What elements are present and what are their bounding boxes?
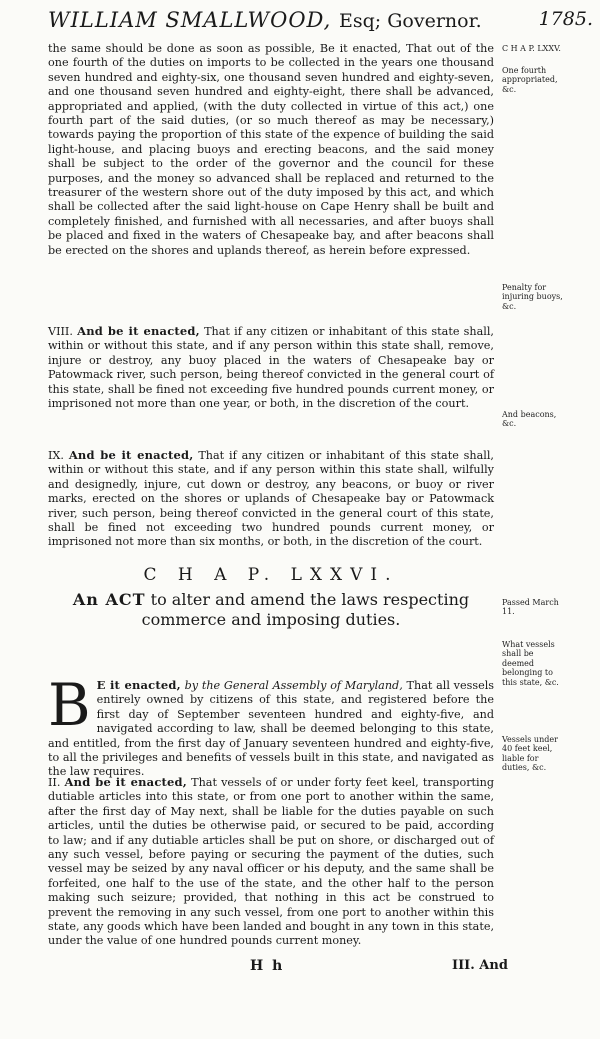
margin-note-chap-ref: C H A P. LXXV. bbox=[502, 44, 561, 53]
signature-mark: H h bbox=[250, 958, 285, 974]
margin-note-vessels-under: Vessels under 40 feet keel, liable for duties, &c. bbox=[502, 735, 558, 773]
section-ix bbox=[48, 448, 494, 550]
enacting-clause: E it enacted, bbox=[96, 678, 181, 692]
enacting-clause: And be it enacted, bbox=[68, 448, 194, 462]
act-title bbox=[48, 590, 494, 630]
section-ii bbox=[48, 775, 494, 949]
section-number: II. bbox=[48, 776, 61, 789]
margin-note-vessels-deemed: What vessels shall be deemed belonging to this state, &c. bbox=[502, 640, 559, 687]
running-header bbox=[48, 8, 593, 38]
header-name: WILLIAM SMALLWOOD, Esq; Governor. bbox=[48, 8, 482, 32]
assembly-clause: by the General Assembly of Maryland, bbox=[184, 679, 403, 692]
paragraph-continuation: the same should be done as soon as possible, Be it enacted, That out of the one fourth of the duties on imports to be collected in the years one thousand seven hundred and eighty-six, one thousand seven hundred and eighty-seven, and one thousand seven hundred and eighty-eight, there shall be advanced, appropriated and applied, (with the duty collected in virtue of this act,) one fourth part of the said duties, (or so much thereof as may be necessary,) towards paying the proportion of this state of the expence of building the said light-house, and placing buoys and erecting beacons, and the said money shall be subject to the order of the governor and the council for these purposes, and the money so advanced shall be replaced and returned to the treasurer of the western shore out of the duty imposed by this act, and which shall be collected after the said light-house on Cape Henry shall be built and completely finished, and furnished with all necessaries, and after buoys shall be placed and fixed in the waters of Chesapeake bay, and after beacons shall be erected on the shores and uplands thereof, as herein before expressed. bbox=[48, 42, 494, 257]
header-year: 1785. bbox=[538, 8, 593, 30]
enacting-clause: And be it enacted, bbox=[77, 324, 200, 338]
act-title-rest: to alter and amend the laws respecting commerce and imposing duties. bbox=[141, 590, 470, 629]
section-viii bbox=[48, 324, 494, 411]
enacting-clause: And be it enacted, bbox=[64, 775, 187, 789]
section-text: That if any citizen or inhabitant of this state shall, within or without this state, and if any person within this state shall, remove, injure or destroy, any buoy placed in the waters of Chesapeake bay or Patowmack river, such person, being thereof convicted in the general court of this state, shall be fined not exceeding five hundred pounds current money, or imprisoned not more than one year, or both, in the discretion of the court. bbox=[48, 325, 494, 411]
margin-note-penalty: Penalty for injuring buoys, &c. bbox=[502, 283, 563, 311]
catchword: III. And bbox=[452, 958, 508, 973]
chapter-heading: C H A P. LXXVI. bbox=[143, 565, 399, 585]
section-text: That vessels of or under forty feet keel, transporting dutiable articles into this state, or from one port to another within the same, after the first day of May next, shall be liable for the duties payable on such articles, until the duties be otherwise paid, or secured to be paid, according to law; and if any dutiable articles shall be put on shore, or discharged out of any such vessel, before paying or securing the payment of the duties, such vessel may be seized by any naval officer or his deputy, and the same shall be forfeited, one half to the use of the state, and the other half to the person making such seizure; provided, that nothing in this act be construed to prevent the removing in any such vessel, from one port to another within this state, any goods which have been landed and bought in any town in this state, under the value of one hundred pounds current money. bbox=[48, 776, 494, 948]
section-text: That all vessels entirely owned by citizens of this state, and registered before the first day of September seventeen hundred and eighty-five, and navigated according to law, shall be deemed belonging to this state, and entitled, from the first day of January seventeen hundred and eighty-five, to all the privileges and benefits of vessels built in this state, and navigated as the law requires. bbox=[48, 679, 495, 779]
act-title-prefix: An ACT bbox=[72, 590, 146, 609]
margin-note-passed: Passed March 11. bbox=[502, 598, 559, 617]
section-number: IX. bbox=[48, 449, 64, 462]
drop-cap: B bbox=[48, 671, 91, 739]
margin-note-one-fourth: One fourth appropriated, &c. bbox=[502, 66, 558, 94]
margin-note-beacons: And beacons, &c. bbox=[502, 410, 557, 429]
section-text: That if any citizen or inhabitant of this state shall, within or without this state, and if any person within this state shall, wilfully and designedly, injure, cut down or destroy, any beacons, or buoy or river marks, erected on the shores or uplands of Chesapeake bay or Patowmack river, such person, being thereof convicted in the general court of this state, shall be fined not exceeding two hundred pounds current money, or imprisoned not more than six months, or both, in the discretion of the court. bbox=[48, 449, 494, 549]
header-title: Esq; Governor. bbox=[339, 10, 482, 32]
section-i bbox=[48, 671, 495, 780]
section-number: VIII. bbox=[48, 325, 73, 338]
